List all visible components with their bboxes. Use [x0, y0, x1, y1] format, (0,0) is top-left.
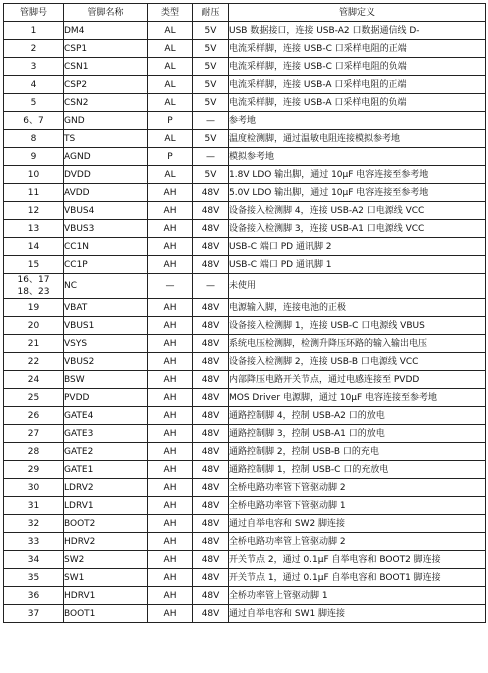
pin-number: 11 — [27, 187, 40, 198]
pin-type: AH — [148, 256, 193, 274]
pin-name: CC1N — [64, 238, 148, 256]
pin-name: VSYS — [64, 335, 148, 353]
pin-number-cell — [4, 533, 64, 551]
pin-name: SW1 — [64, 569, 148, 587]
pin-definition: 通路控制脚 3，控制 USB-A1 口的放电 — [229, 425, 486, 443]
table-row — [4, 299, 486, 317]
pin-voltage: 48V — [193, 461, 229, 479]
table-row — [4, 407, 486, 425]
pin-type: AL — [148, 94, 193, 112]
pin-number: 4 — [30, 79, 37, 90]
pin-number-cell — [4, 371, 64, 389]
pin-definition: USB 数据接口，连接 USB-A2 口数据通信线 D- — [229, 22, 486, 40]
pin-definition: 电流采样脚，连接 USB-C 口采样电阻的负端 — [229, 58, 486, 76]
pin-definition: 开关节点 2，通过 0.1μF 自举电容和 BOOT2 脚连接 — [229, 551, 486, 569]
header-voltage: 耐压 — [193, 4, 229, 22]
pin-type: AL — [148, 40, 193, 58]
pin-name: CSP1 — [64, 40, 148, 58]
pin-number-cell — [4, 112, 64, 130]
pin-number-cell — [4, 335, 64, 353]
table-header-row — [4, 4, 486, 22]
pin-number: 3 — [30, 61, 37, 72]
pin-voltage: 48V — [193, 479, 229, 497]
pin-number: 35 — [27, 572, 40, 583]
pin-voltage: 48V — [193, 533, 229, 551]
pin-name: AGND — [64, 148, 148, 166]
pin-definition: 开关节点 1，通过 0.1μF 自举电容和 BOOT1 脚连接 — [229, 569, 486, 587]
pin-number: 33 — [27, 536, 40, 547]
pin-name: TS — [64, 130, 148, 148]
pin-number-cell — [4, 40, 64, 58]
pin-name: LDRV1 — [64, 497, 148, 515]
pin-number: 27 — [27, 428, 40, 439]
pin-number-cell — [4, 238, 64, 256]
table-row — [4, 130, 486, 148]
pin-definition: 通路控制脚 1，控制 USB-C 口的充放电 — [229, 461, 486, 479]
pin-number: 21 — [27, 338, 40, 349]
pin-number: 6、7 — [23, 115, 44, 126]
pin-definition: 通路控制脚 2，控制 USB-B 口的充电 — [229, 443, 486, 461]
pin-number: 34 — [27, 554, 40, 565]
pin-name: GATE1 — [64, 461, 148, 479]
pin-number-cell — [4, 515, 64, 533]
pin-definition: 1.8V LDO 输出脚，通过 10μF 电容连接至参考地 — [229, 166, 486, 184]
table-row — [4, 461, 486, 479]
table-row — [4, 220, 486, 238]
pin-voltage: 48V — [193, 605, 229, 623]
pin-name: PVDD — [64, 389, 148, 407]
pin-definition: 电流采样脚，连接 USB-C 口采样电阻的正端 — [229, 40, 486, 58]
pin-number-cell — [4, 184, 64, 202]
pin-voltage: 5V — [193, 58, 229, 76]
pin-voltage: 48V — [193, 184, 229, 202]
header-pin-name: 管脚名称 — [64, 4, 148, 22]
pin-definition: USB-C 端口 PD 通讯脚 2 — [229, 238, 486, 256]
pin-name: NC — [64, 274, 148, 299]
pin-number-cell — [4, 551, 64, 569]
table-row — [4, 166, 486, 184]
pin-type: AH — [148, 371, 193, 389]
pin-name: BOOT1 — [64, 605, 148, 623]
pin-name: GATE3 — [64, 425, 148, 443]
pin-definition: USB-C 端口 PD 通讯脚 1 — [229, 256, 486, 274]
pin-name: AVDD — [64, 184, 148, 202]
pin-name: DM4 — [64, 22, 148, 40]
table-row — [4, 22, 486, 40]
pin-definition: 设备接入检测脚 3，连接 USB-A1 口电源线 VCC — [229, 220, 486, 238]
pin-type: AH — [148, 497, 193, 515]
pin-number: 5 — [30, 97, 37, 108]
pin-number-cell — [4, 605, 64, 623]
pin-number-cell — [4, 353, 64, 371]
pin-number: 19 — [27, 302, 40, 313]
pin-voltage: — — [193, 112, 229, 130]
table-row — [4, 58, 486, 76]
pin-definition: 参考地 — [229, 112, 486, 130]
pin-name: VBUS4 — [64, 202, 148, 220]
table-row — [4, 479, 486, 497]
pin-type: AH — [148, 335, 193, 353]
pin-number-cell — [4, 202, 64, 220]
table-row — [4, 112, 486, 130]
pin-type: AH — [148, 202, 193, 220]
pin-type: AH — [148, 461, 193, 479]
header-type: 类型 — [148, 4, 193, 22]
pin-voltage: 48V — [193, 238, 229, 256]
pin-number-cell — [4, 443, 64, 461]
pin-number-cell — [4, 166, 64, 184]
pin-type: AH — [148, 443, 193, 461]
pin-definition: 设备接入检测脚 1，连接 USB-C 口电源线 VBUS — [229, 317, 486, 335]
pin-type: AH — [148, 353, 193, 371]
pin-definition: 未使用 — [229, 274, 486, 299]
pin-voltage: 48V — [193, 389, 229, 407]
pin-number: 1 — [30, 25, 37, 36]
table-row — [4, 497, 486, 515]
pin-name: HDRV1 — [64, 587, 148, 605]
pin-definition: 设备接入检测脚 4，连接 USB-A2 口电源线 VCC — [229, 202, 486, 220]
table-row — [4, 551, 486, 569]
pin-name: DVDD — [64, 166, 148, 184]
pin-definition: 5.0V LDO 输出脚，通过 10μF 电容连接至参考地 — [229, 184, 486, 202]
pin-number: 15 — [27, 259, 40, 270]
pin-definition: 全桥电路功率管下管驱动脚 1 — [229, 497, 486, 515]
pin-voltage: 48V — [193, 220, 229, 238]
pin-type: AH — [148, 569, 193, 587]
pin-number: 12 — [27, 205, 40, 216]
pin-type: AH — [148, 605, 193, 623]
pin-voltage: 48V — [193, 551, 229, 569]
pin-number-cell — [4, 497, 64, 515]
pin-voltage: 5V — [193, 76, 229, 94]
table-row — [4, 389, 486, 407]
table-row — [4, 425, 486, 443]
pin-definition: 温度检测脚，通过温敏电阻连接模拟参考地 — [229, 130, 486, 148]
table-row — [4, 587, 486, 605]
pin-number-cell — [4, 148, 64, 166]
pin-voltage: 48V — [193, 202, 229, 220]
pin-voltage: 48V — [193, 335, 229, 353]
pin-table-container — [3, 3, 485, 623]
pin-name: LDRV2 — [64, 479, 148, 497]
pin-definition: 内部降压电路开关节点，通过电感连接至 PVDD — [229, 371, 486, 389]
pin-type: AH — [148, 407, 193, 425]
pin-name: CC1P — [64, 256, 148, 274]
table-row — [4, 40, 486, 58]
pin-name: HDRV2 — [64, 533, 148, 551]
pin-type: AH — [148, 299, 193, 317]
pin-number: 2 — [30, 43, 37, 54]
pin-voltage: 5V — [193, 166, 229, 184]
pin-voltage: 48V — [193, 407, 229, 425]
pin-type: AH — [148, 220, 193, 238]
pin-number-cell — [4, 299, 64, 317]
table-row — [4, 515, 486, 533]
table-row — [4, 184, 486, 202]
pin-number-cell — [4, 569, 64, 587]
pin-number-cell — [4, 461, 64, 479]
table-row — [4, 202, 486, 220]
pin-type: AH — [148, 238, 193, 256]
pin-number: 20 — [27, 320, 40, 331]
pin-voltage: 48V — [193, 425, 229, 443]
pin-number: 25 — [27, 392, 40, 403]
pin-type: AH — [148, 425, 193, 443]
table-row — [4, 353, 486, 371]
pin-number-cell — [4, 389, 64, 407]
pin-voltage: 48V — [193, 515, 229, 533]
pin-number: 28 — [27, 446, 40, 457]
pin-name: GATE4 — [64, 407, 148, 425]
pin-type: AH — [148, 515, 193, 533]
pin-definition: 电流采样脚，连接 USB-A 口采样电阻的正端 — [229, 76, 486, 94]
pin-type: AL — [148, 22, 193, 40]
table-row — [4, 274, 486, 299]
pin-definition: 电流采样脚，连接 USB-A 口采样电阻的负端 — [229, 94, 486, 112]
pin-number-cell — [4, 220, 64, 238]
pin-voltage: 48V — [193, 587, 229, 605]
pin-voltage: 48V — [193, 317, 229, 335]
pin-voltage: 5V — [193, 94, 229, 112]
pin-number: 37 — [27, 608, 40, 619]
pin-type: AH — [148, 533, 193, 551]
pin-type: AH — [148, 587, 193, 605]
pin-type: AL — [148, 130, 193, 148]
pin-number: 18、23 — [17, 287, 50, 297]
pin-number: 31 — [27, 500, 40, 511]
pin-number-cell — [4, 256, 64, 274]
pin-number: 29 — [27, 464, 40, 475]
pin-definition: 设备接入检测脚 2，连接 USB-B 口电源线 VCC — [229, 353, 486, 371]
table-row — [4, 335, 486, 353]
pin-voltage: 5V — [193, 130, 229, 148]
table-row — [4, 533, 486, 551]
pin-definition: 全桥电路功率管上管驱动脚 2 — [229, 533, 486, 551]
pin-number-cell — [4, 76, 64, 94]
pin-name: VBUS3 — [64, 220, 148, 238]
pin-number: 22 — [27, 356, 40, 367]
pin-type: AH — [148, 317, 193, 335]
pin-voltage: 48V — [193, 443, 229, 461]
pin-definition: 模拟参考地 — [229, 148, 486, 166]
pin-number: 30 — [27, 482, 40, 493]
pin-definition: 通路控制脚 4，控制 USB-A2 口的放电 — [229, 407, 486, 425]
pin-voltage: 48V — [193, 256, 229, 274]
pin-voltage: 48V — [193, 353, 229, 371]
pin-name: SW2 — [64, 551, 148, 569]
pin-voltage: 5V — [193, 22, 229, 40]
pin-definition: 通过自举电容和 SW1 脚连接 — [229, 605, 486, 623]
pin-type: — — [148, 274, 193, 299]
pin-number: 26 — [27, 410, 40, 421]
pin-name: CSN2 — [64, 94, 148, 112]
table-row — [4, 148, 486, 166]
pin-name: VBAT — [64, 299, 148, 317]
pin-name: VBUS1 — [64, 317, 148, 335]
pin-type: AH — [148, 479, 193, 497]
pin-voltage: 48V — [193, 497, 229, 515]
pin-number: 10 — [27, 169, 40, 180]
pin-number: 13 — [27, 223, 40, 234]
pin-type: P — [148, 112, 193, 130]
pin-number: 8 — [30, 133, 37, 144]
pin-number-cell — [4, 317, 64, 335]
pin-number-cell — [4, 58, 64, 76]
pin-name: VBUS2 — [64, 353, 148, 371]
pin-number-cell — [4, 274, 64, 299]
pin-type: P — [148, 148, 193, 166]
table-row — [4, 605, 486, 623]
table-row — [4, 76, 486, 94]
pin-voltage: — — [193, 148, 229, 166]
pin-number: 36 — [27, 590, 40, 601]
pin-number: 24 — [27, 374, 40, 385]
pin-type: AH — [148, 551, 193, 569]
pin-definition: 全桥功率管上管驱动脚 1 — [229, 587, 486, 605]
pin-name: CSN1 — [64, 58, 148, 76]
pin-type: AL — [148, 76, 193, 94]
pin-definition-table — [3, 3, 486, 623]
pin-type: AL — [148, 166, 193, 184]
pin-number-cell — [4, 587, 64, 605]
pin-number: 14 — [27, 241, 40, 252]
table-row — [4, 94, 486, 112]
pin-number-cell — [4, 22, 64, 40]
pin-number-cell — [4, 130, 64, 148]
pin-name: GATE2 — [64, 443, 148, 461]
pin-name: BOOT2 — [64, 515, 148, 533]
pin-number-cell — [4, 479, 64, 497]
table-row — [4, 371, 486, 389]
pin-number: 9 — [30, 151, 37, 162]
header-definition: 管脚定义 — [229, 4, 486, 22]
pin-number-cell — [4, 407, 64, 425]
header-pin-number: 管脚号 — [4, 4, 64, 22]
pin-voltage: 48V — [193, 299, 229, 317]
pin-type: AH — [148, 184, 193, 202]
pin-voltage: — — [193, 274, 229, 299]
pin-definition: 电源输入脚，连接电池的正极 — [229, 299, 486, 317]
pin-type: AH — [148, 389, 193, 407]
pin-number: 32 — [27, 518, 40, 529]
table-row — [4, 238, 486, 256]
pin-definition: 通过自举电容和 SW2 脚连接 — [229, 515, 486, 533]
pin-number-cell — [4, 94, 64, 112]
table-row — [4, 317, 486, 335]
pin-definition: MOS Driver 电源脚，通过 10μF 电容连接至参考地 — [229, 389, 486, 407]
pin-type: AL — [148, 58, 193, 76]
table-row — [4, 443, 486, 461]
table-row — [4, 256, 486, 274]
pin-voltage: 48V — [193, 371, 229, 389]
pin-number: 16、17 — [17, 275, 50, 285]
pin-number-cell — [4, 425, 64, 443]
pin-name: CSP2 — [64, 76, 148, 94]
table-row — [4, 569, 486, 587]
pin-definition: 全桥电路功率管下管驱动脚 2 — [229, 479, 486, 497]
pin-definition: 系统电压检测脚，检测升降压环路的输入输出电压 — [229, 335, 486, 353]
pin-name: GND — [64, 112, 148, 130]
pin-voltage: 5V — [193, 40, 229, 58]
pin-name: BSW — [64, 371, 148, 389]
table-body — [4, 22, 486, 623]
pin-voltage: 48V — [193, 569, 229, 587]
